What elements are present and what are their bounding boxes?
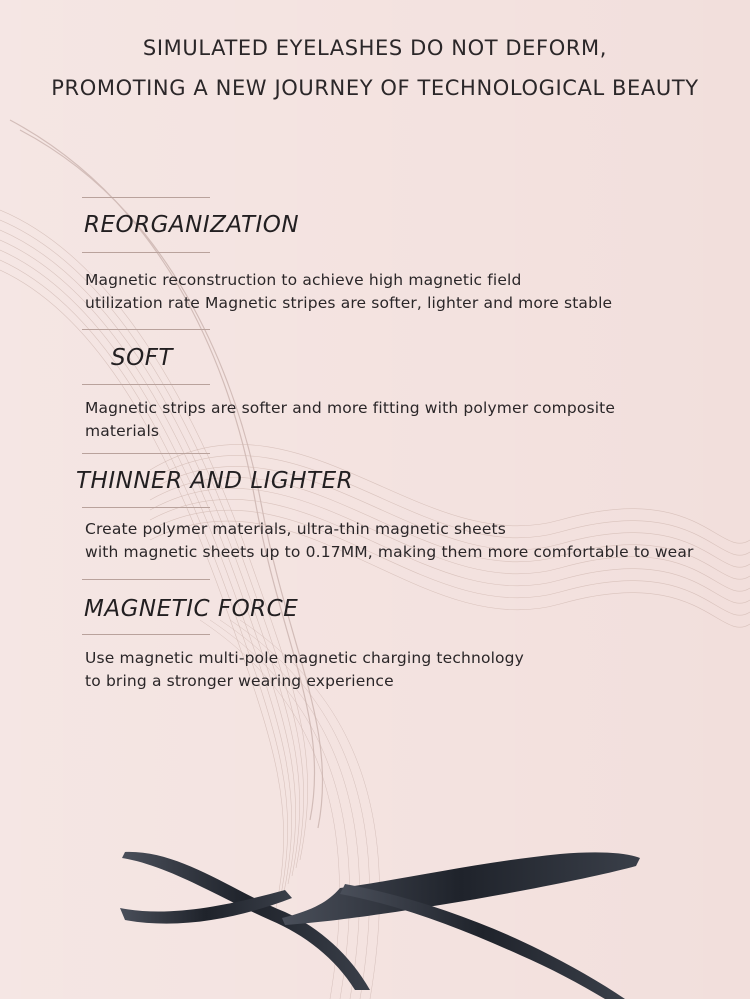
- heading-line-1: SIMULATED EYELASHES DO NOT DEFORM,: [142, 36, 608, 60]
- divider: [82, 579, 210, 580]
- section-body-soft: [85, 397, 615, 443]
- divider: [82, 384, 210, 385]
- body-line: to bring a stronger wearing experience: [85, 672, 394, 690]
- divider: [82, 197, 210, 198]
- body-line: Magnetic strips are softer and more fitting with polymer composite: [85, 399, 616, 417]
- body-line: with magnetic sheets up to 0.17MM, making them more comfortable to wear: [85, 543, 694, 561]
- section-body-reorganization: [85, 269, 612, 315]
- body-line: Magnetic reconstruction to achieve high magnetic field: [85, 271, 522, 289]
- section-title-thinner-and-lighter: THINNER AND LIGHTER: [76, 468, 354, 494]
- body-line: Create polymer materials, ultra-thin magnetic sheets: [85, 520, 506, 538]
- body-line: Use magnetic multi-pole magnetic charging technology: [85, 649, 524, 667]
- divider: [82, 329, 210, 330]
- divider: [82, 252, 210, 253]
- body-line: utilization rate Magnetic stripes are softer, lighter and more stable: [85, 294, 613, 312]
- divider: [82, 453, 210, 454]
- divider: [82, 634, 210, 635]
- section-title-reorganization: REORGANIZATION: [84, 212, 300, 238]
- section-title-soft: SOFT: [111, 345, 173, 371]
- body-line: materials: [85, 422, 160, 440]
- divider: [82, 507, 210, 508]
- section-body-magnetic-force: [85, 647, 524, 693]
- section-title-magnetic-force: MAGNETIC FORCE: [84, 596, 299, 622]
- heading-line-2: PROMOTING A NEW JOURNEY OF TECHNOLOGICAL BEAUTY: [51, 76, 699, 100]
- page-heading: [0, 28, 750, 108]
- section-body-thinner-and-lighter: [85, 518, 694, 564]
